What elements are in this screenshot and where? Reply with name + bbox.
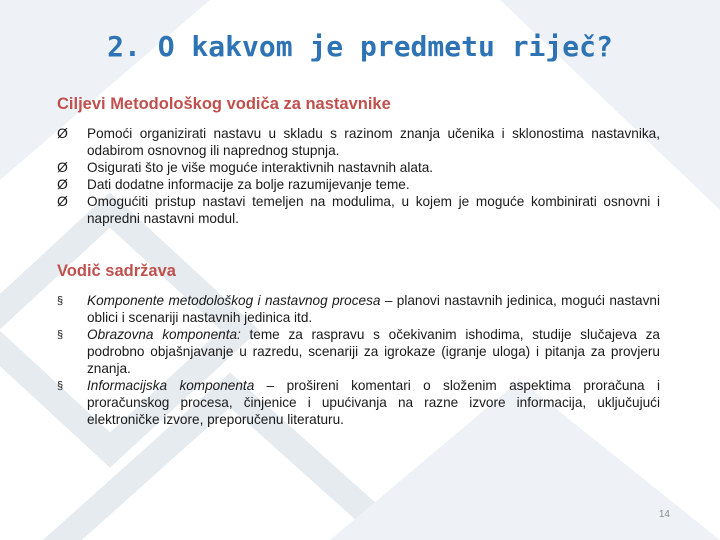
goal-text: Osigurati što je više moguće interaktivnih nastavnih alata. <box>87 160 434 175</box>
list-item <box>57 193 660 227</box>
section-bullet-icon: § <box>57 380 64 392</box>
arrow-bullet-icon: Ø <box>57 176 68 192</box>
goals-heading: Ciljevi Metodološkog vodiča za nastavnike <box>57 95 391 113</box>
component-text: – planovi nastavnih jedinica, mogući nastavni oblici i scenariji nastavnih jedinica itd. <box>87 293 660 325</box>
arrow-bullet-icon: Ø <box>57 159 68 175</box>
goal-text: Pomoći organizirati nastavu u skladu s razinom znanja učenika i sklonostima nastavnika, odabirom osnovnog ili naprednog stupnja. <box>87 126 660 158</box>
slide-title: 2. O kakvom je predmetu riječ? <box>107 30 613 63</box>
component-label: Komponente metodološkog i nastavnog procesa <box>87 293 381 308</box>
content-heading: Vodič sadržava <box>57 262 176 280</box>
list-item <box>57 176 660 193</box>
list-item <box>57 292 660 326</box>
list-item <box>57 377 660 428</box>
component-text: – prošireni komentari o složenim aspektima proračuna i proračunskog procesa, činjenice i upućivanja na razne izvore informacija, uključujući elektroničke izvore, preporučenu literaturu. <box>87 378 660 427</box>
component-text: teme za raspravu s očekivanim ishodima, studije slučajeva za podrobno objašnjavanje u razredu, scenariji za igrokaze (igranje uloga) i pitanja za provjeru znanja. <box>87 327 660 376</box>
goal-text: Omogućiti pristup nastavi temeljen na modulima, u kojem je moguće kombinirati osnovni i napredni nastavni modul. <box>87 194 660 226</box>
arrow-bullet-icon: Ø <box>57 125 68 141</box>
page-number: 14 <box>658 509 670 520</box>
section-bullet-icon: § <box>57 329 64 341</box>
content-list <box>57 292 660 428</box>
arrow-bullet-icon: Ø <box>57 193 68 209</box>
goal-text: Dati dodatne informacije za bolje razumijevanje teme. <box>87 177 410 192</box>
component-label: Obrazovna komponenta: <box>87 327 241 342</box>
goals-list <box>57 125 660 227</box>
list-item <box>57 125 660 159</box>
list-item <box>57 326 660 377</box>
list-item <box>57 159 660 176</box>
section-bullet-icon: § <box>57 295 64 307</box>
component-label: Informacijska komponenta <box>87 378 255 393</box>
